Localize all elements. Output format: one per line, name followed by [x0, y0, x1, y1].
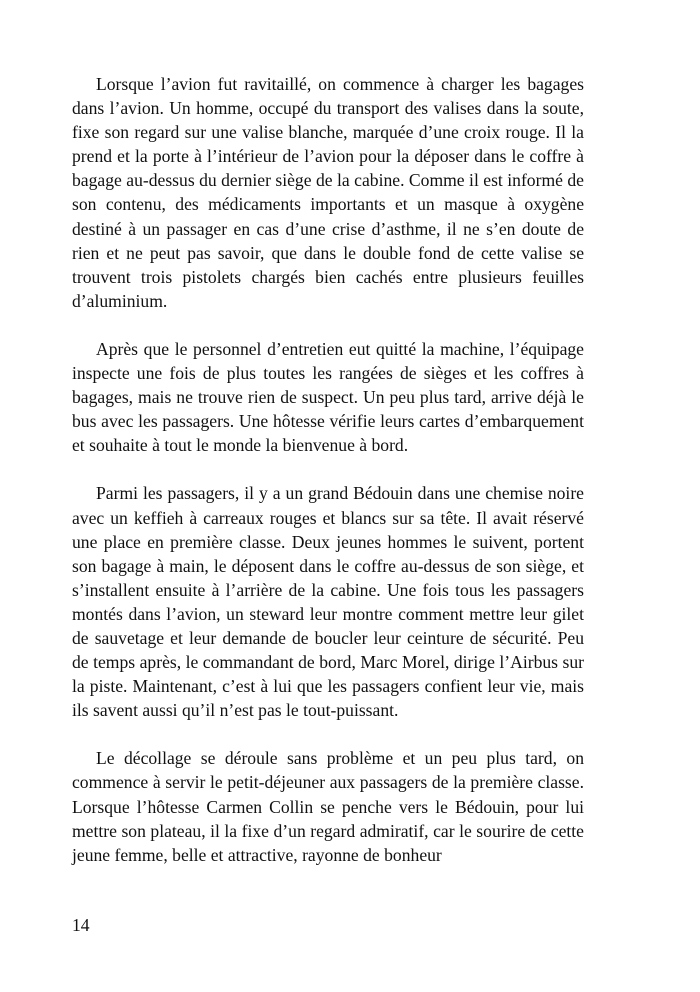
- paragraph-2: Après que le personnel d’entretien eut quitté la machine, l’équipage inspecte une fois de plus toutes les rangées de sièges et les coffres à bagages, mais ne trouve rien de suspect. Un peu plus tard, arrive déjà le bus avec les passagers. Une hôtesse vérifie leurs cartes d’embarquement et souhaite à tout le monde la bienvenue à bord.: [72, 338, 584, 456]
- paragraph-1: Lorsque l’avion fut ravitaillé, on commence à charger les bagages dans l’avion. Un homme, occupé du transport des valises dans la soute, fixe son regard sur une valise blanche, marquée d’une croix rouge. Il la prend et la porte à l’intérieur de l’avion pour la déposer dans le coffre à bagage au-dessus du dernier siège de la cabine. Comme il est informé de son contenu, des médicaments importants et un masque à oxygène destiné à un passager en cas d’une crise d’asthme, il ne s’en doute de rien et ne peut pas savoir, que dans le double fond de cette valise se trouvent trois pistolets chargés bien cachés entre plusieurs feuilles d’aluminium.: [72, 74, 584, 311]
- paragraph-3: Parmi les passagers, il y a un grand Bédouin dans une chemise noire avec un keffieh à carreaux rouges et blancs sur sa tête. Il avait réservé une place en première classe. Deux jeunes hommes le suivent, portent son bagage à main, le déposent dans le coffre au-dessus de son siège, et s’installent ensuite à l’arrière de la cabine. Une fois tous les passagers montés dans l’avion, un steward leur montre comment mettre leur gilet de sauvetage et leur demande de boucler leur ceinture de sécurité. Peu de temps après, le commandant de bord, Marc Morel, dirige l’Airbus sur la piste. Maintenant, c’est à lui que les passagers confient leur vie, mais ils savent aussi qu’il n’est pas le tout-puissant.: [72, 483, 584, 721]
- paragraph-4: Le décollage se déroule sans problème et un peu plus tard, on commence à servir le petit-déjeuner aux passagers de la première classe. Lorsque l’hôtesse Carmen Collin se penche vers le Bédouin, pour lui mettre son plateau, il la fixe d’un regard admiratif, car le sourire de cette jeune femme, belle et attractive, rayonne de bonheur: [72, 748, 584, 865]
- page-number: 14: [72, 915, 90, 935]
- body-text: [72, 72, 584, 891]
